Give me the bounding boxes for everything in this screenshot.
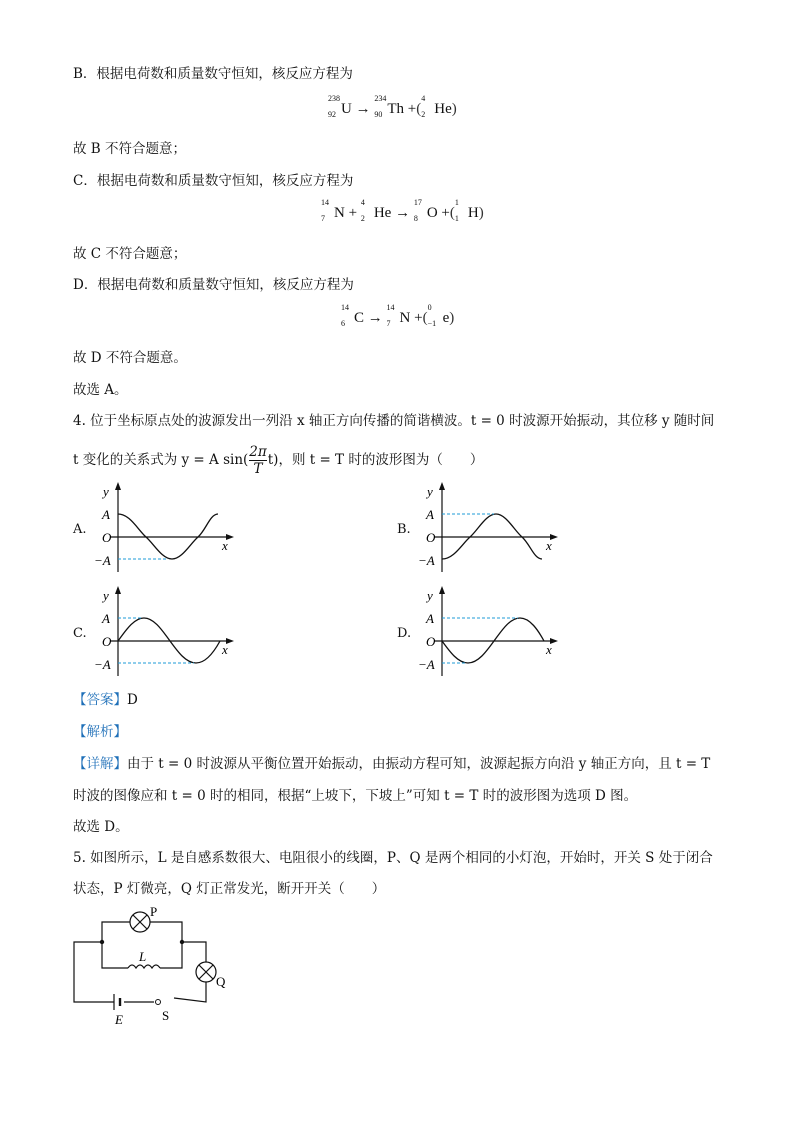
option-a-label[interactable]: A. <box>73 522 87 537</box>
svg-text:O: O <box>102 530 112 545</box>
svg-text:y: y <box>103 484 109 499</box>
equation-c: 14 7 N + 4 2 He → 17 8 O +( 1 1 H) <box>321 198 484 223</box>
circuit-diagram <box>66 900 246 1025</box>
detail-line2: 时波的图像应和 t = 0 时的相同，根据“上坡下，下坡上”可知 t = T 时的波形图为选项 D 图。 <box>73 788 638 804</box>
graph-option-c[interactable] <box>88 584 248 680</box>
line-b-intro: B．根据电荷数和质量数守恒知，核反应方程为 <box>73 66 353 82</box>
line-d-intro: D．根据电荷数和质量数守恒知，核反应方程为 <box>73 277 354 293</box>
q4-line2: t 变化的关系式为 y = A sin( $\frac{2\pi}{T}$ t)，则 t = T 时的波形图为（ ） <box>73 444 484 477</box>
equation-b: 238 92 U → 234 90 Th +( 4 2 He) <box>328 94 457 119</box>
graph-option-a[interactable] <box>88 480 248 576</box>
option-c-label[interactable]: C. <box>73 626 87 641</box>
svg-text:A: A <box>426 611 434 626</box>
svg-text:O: O <box>102 634 112 649</box>
svg-text:x: x <box>546 642 552 657</box>
line-d-result: 故 D 不符合题意。 <box>73 350 187 366</box>
answer-tag: 【答案】 <box>73 692 127 708</box>
detail-tag: 【详解】 <box>73 756 127 772</box>
equation-d: 14 6 C → 14 7 N +( 0 −1 e) <box>341 303 455 328</box>
line-choose-d: 故选 D。 <box>73 819 129 835</box>
svg-text:O: O <box>426 530 436 545</box>
svg-text:S: S <box>162 1008 170 1023</box>
svg-text:E: E <box>115 1012 123 1025</box>
answer-value: D <box>127 692 138 708</box>
svg-text:−A: −A <box>418 657 435 672</box>
svg-text:A: A <box>102 611 110 626</box>
line-c-result: 故 C 不符合题意； <box>73 246 187 262</box>
q5-line1: 5. 如图所示，L 是自感系数很大、电阻很小的线圈，P、Q 是两个相同的小灯泡，开始时，开关 S 处于闭合 <box>73 850 713 866</box>
line-b-result: 故 B 不符合题意； <box>73 141 187 157</box>
q4-line1: 4. 位于坐标原点处的波源发出一列沿 x 轴正方向传播的简谐横波。t = 0 时波源开始振动，其位移 y 随时间 <box>73 413 715 429</box>
svg-text:x: x <box>222 642 228 657</box>
graph-option-d[interactable] <box>412 584 572 680</box>
svg-text:y: y <box>427 588 433 603</box>
svg-text:L: L <box>139 949 147 964</box>
svg-text:y: y <box>427 484 433 499</box>
svg-text:P: P <box>150 904 158 919</box>
svg-text:O: O <box>426 634 436 649</box>
answer-line <box>73 690 138 710</box>
svg-text:x: x <box>546 538 552 553</box>
svg-text:−A: −A <box>418 553 435 568</box>
svg-text:−A: −A <box>94 553 111 568</box>
analysis-tag: 【解析】 <box>73 724 127 740</box>
svg-text:y: y <box>103 588 109 603</box>
svg-text:x: x <box>222 538 228 553</box>
svg-text:A: A <box>426 507 434 522</box>
option-b-label[interactable]: B. <box>397 522 411 537</box>
graph-option-b[interactable] <box>412 480 572 576</box>
svg-text:−A: −A <box>94 657 111 672</box>
svg-text:A: A <box>102 507 110 522</box>
switch-contact <box>156 1000 161 1005</box>
line-choose-a: 故选 A。 <box>73 382 128 398</box>
svg-text:Q: Q <box>216 974 226 989</box>
option-d-label[interactable]: D. <box>397 626 412 641</box>
line-c-intro: C．根据电荷数和质量数守恒知，核反应方程为 <box>73 173 354 189</box>
q5-line2: 状态，P 灯微亮，Q 灯正常发光，断开开关（ ） <box>73 881 386 897</box>
detail-line1: 【详解】由于 t = 0 时波源从平衡位置开始振动，由振动方程可知，波源起振方向沿 y 轴正方向，且 t = T <box>73 756 711 772</box>
